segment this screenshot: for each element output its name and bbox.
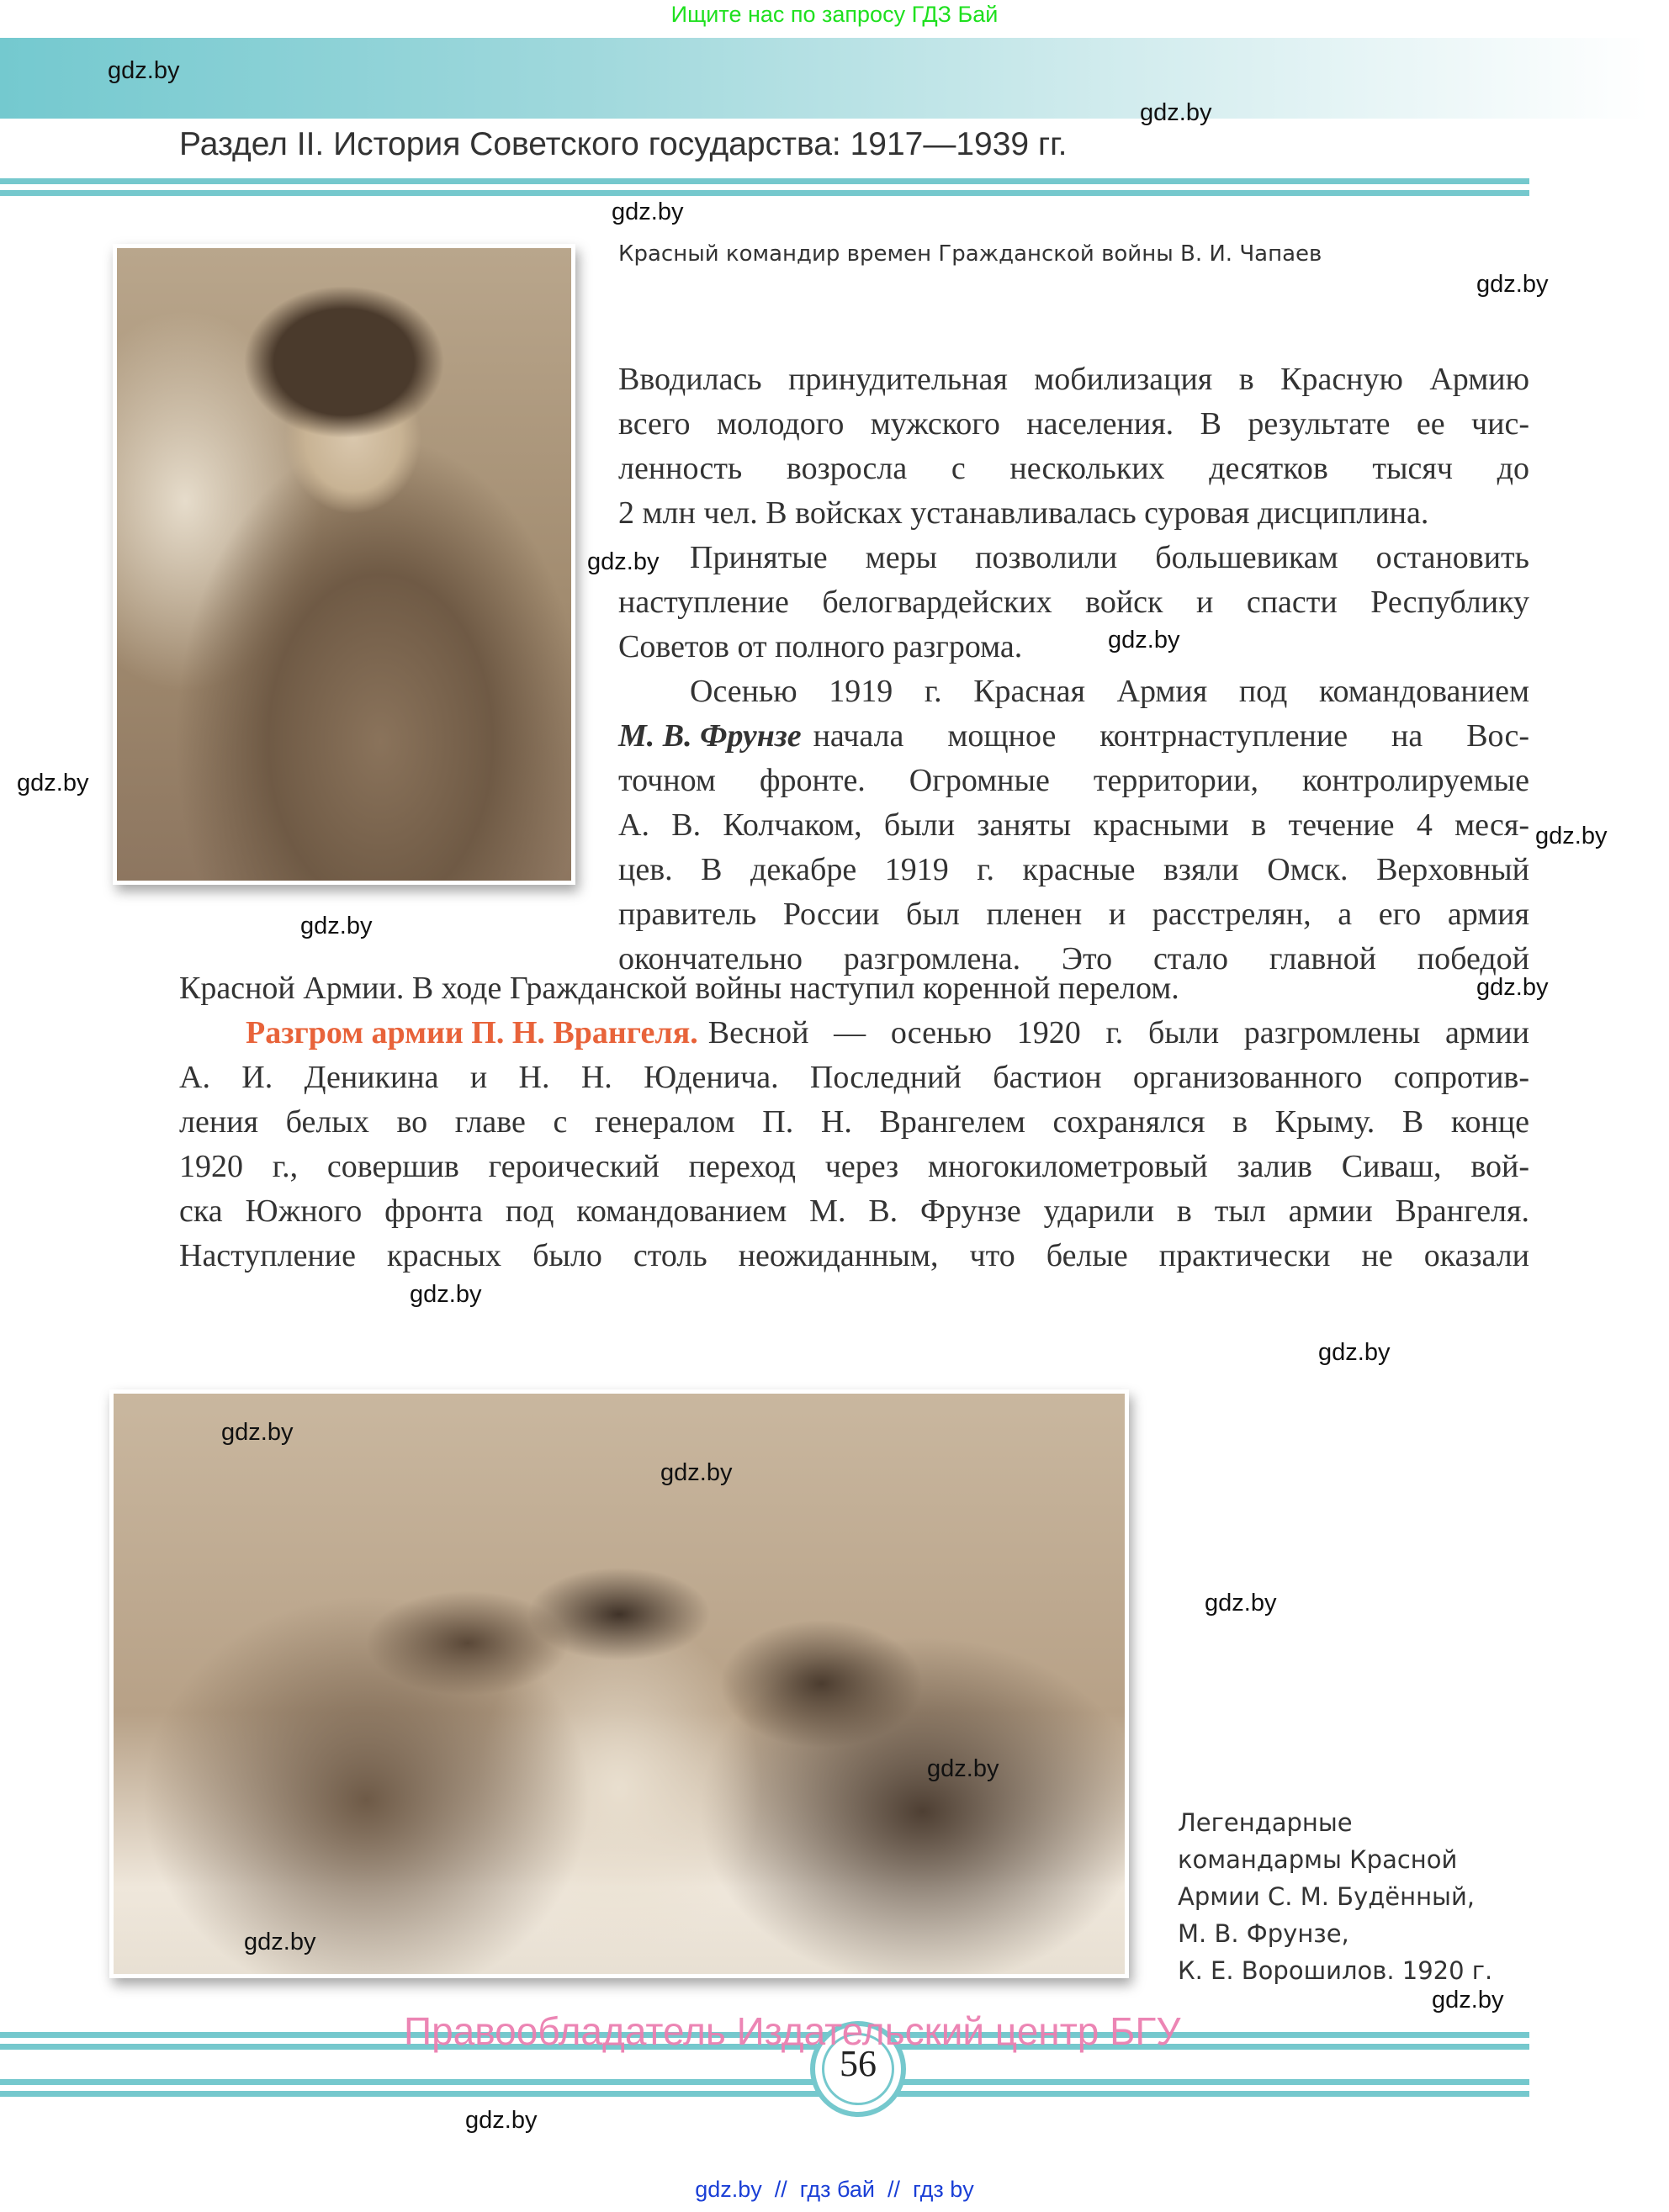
subheading-wrangel: Разгром армии П. Н. Врангеля.: [246, 1015, 698, 1050]
emphasis-frunze: М. В. Фрунзе: [618, 718, 802, 754]
body-line: ска Южного фронта под командованием М. В. Фрунзе ударили в тыл армии Врангеля.: [179, 1193, 1529, 1229]
body-line-rest: Весной — осенью 1920 г. были разгромлены армии: [707, 1015, 1529, 1050]
footer-links[interactable]: gdz.by // гдз бай // гдз by: [695, 2177, 974, 2202]
body-line: Красной Армии. В ходе Гражданской войны наступил коренной перелом.: [179, 971, 1179, 1006]
watermark: gdz.by: [612, 198, 684, 225]
watermark: gdz.by: [1318, 1339, 1391, 1366]
body-line: Наступление красных было столь неожиданным, что белые практически не оказали: [179, 1238, 1529, 1273]
body-line: А. В. Колчаком, были заняты красными в течение 4 меся-: [618, 807, 1529, 843]
watermark: gdz.by: [17, 770, 89, 796]
body-line: ления белых во главе с генералом П. Н. Врангелем сохранялся в Крыму. В конце: [179, 1104, 1529, 1140]
section-title: Раздел II. История Советского государства: 1917—1939 гг.: [179, 126, 1068, 162]
watermark: gdz.by: [1476, 271, 1549, 298]
body-line: ленность возросла с нескольких десятков тысяч до: [618, 451, 1529, 486]
body-line: Принятые меры позволили большевикам остановить: [690, 540, 1529, 575]
group-photo-caption: [1178, 1804, 1492, 1989]
watermark: gdz.by: [465, 2107, 538, 2134]
portrait-photo-chapaev: [113, 244, 575, 885]
watermark: gdz.by: [1476, 974, 1549, 1001]
caption-line: командармы Красной: [1178, 1845, 1458, 1874]
body-line: всего молодого мужского населения. В результате ее чис-: [618, 406, 1529, 442]
header-rule: [0, 178, 1529, 184]
body-line: точном фронте. Огромные территории, контролируемые: [618, 763, 1529, 798]
body-line-subheading: [246, 1013, 1529, 1052]
body-line-rest: начала мощное контрнаступление на Вос-: [813, 718, 1529, 754]
body-line: правитель России был пленен и расстрелян, а его армия: [618, 897, 1529, 932]
watermark: gdz.by: [927, 1755, 999, 1782]
copyright-watermark: Правообладатель Издательский центр БГУ: [404, 2009, 1181, 2053]
watermark: gdz.by: [108, 57, 180, 84]
body-line: окончательно разгромлена. Это стало главной победой: [618, 941, 1529, 976]
watermark: gdz.by: [221, 1419, 294, 1446]
search-hint-banner: Ищите нас по запросу ГДЗ Бай: [670, 2, 999, 27]
portrait-image: [117, 248, 571, 881]
watermark: gdz.by: [244, 1929, 316, 1955]
body-line: Вводилась принудительная мобилизация в Красную Армию: [618, 362, 1529, 397]
watermark: gdz.by: [1205, 1590, 1277, 1617]
body-line: цев. В декабре 1919 г. красные взяли Омск. Верховный: [618, 852, 1529, 887]
header-band: [0, 38, 1649, 119]
body-line: 2 млн чел. В войсках устанавливалась суровая дисциплина.: [618, 495, 1429, 531]
watermark: gdz.by: [1535, 823, 1608, 849]
body-line: А. И. Деникина и Н. Н. Юденича. Последний бастион организованного сопротив-: [179, 1060, 1529, 1095]
group-photo-commanders: [109, 1389, 1129, 1978]
watermark: gdz.by: [410, 1281, 482, 1308]
watermark: gdz.by: [1432, 1987, 1504, 2014]
header-rule: [0, 190, 1529, 196]
footer-rule: [0, 2079, 1529, 2085]
body-line: Осенью 1919 г. Красная Армия под командованием: [690, 674, 1529, 709]
caption-line: М. В. Фрунзе,: [1178, 1919, 1349, 1948]
watermark: gdz.by: [587, 548, 660, 575]
watermark: gdz.by: [660, 1459, 733, 1486]
body-line: Советов от полного разгрома.: [618, 629, 1023, 664]
caption-line: Легендарные: [1178, 1808, 1353, 1837]
body-line: наступление белогвардейских войск и спасти Республику: [618, 585, 1529, 620]
portrait-caption: Красный командир времен Гражданской войны В. И. Чапаев: [618, 241, 1322, 267]
body-line: 1920 г., совершив героический переход через многокилометровый залив Сиваш, вой-: [179, 1149, 1529, 1184]
page-number: 56: [840, 2043, 877, 2084]
caption-line: К. Е. Ворошилов. 1920 г.: [1178, 1956, 1493, 1985]
caption-line: Армии С. М. Будённый,: [1178, 1882, 1476, 1911]
group-photo-image: [114, 1394, 1125, 1974]
watermark: gdz.by: [1108, 627, 1180, 654]
body-line-frunze: [618, 717, 1529, 755]
footer-rule: [0, 2091, 1529, 2097]
watermark: gdz.by: [300, 913, 373, 939]
watermark: gdz.by: [1140, 99, 1212, 126]
